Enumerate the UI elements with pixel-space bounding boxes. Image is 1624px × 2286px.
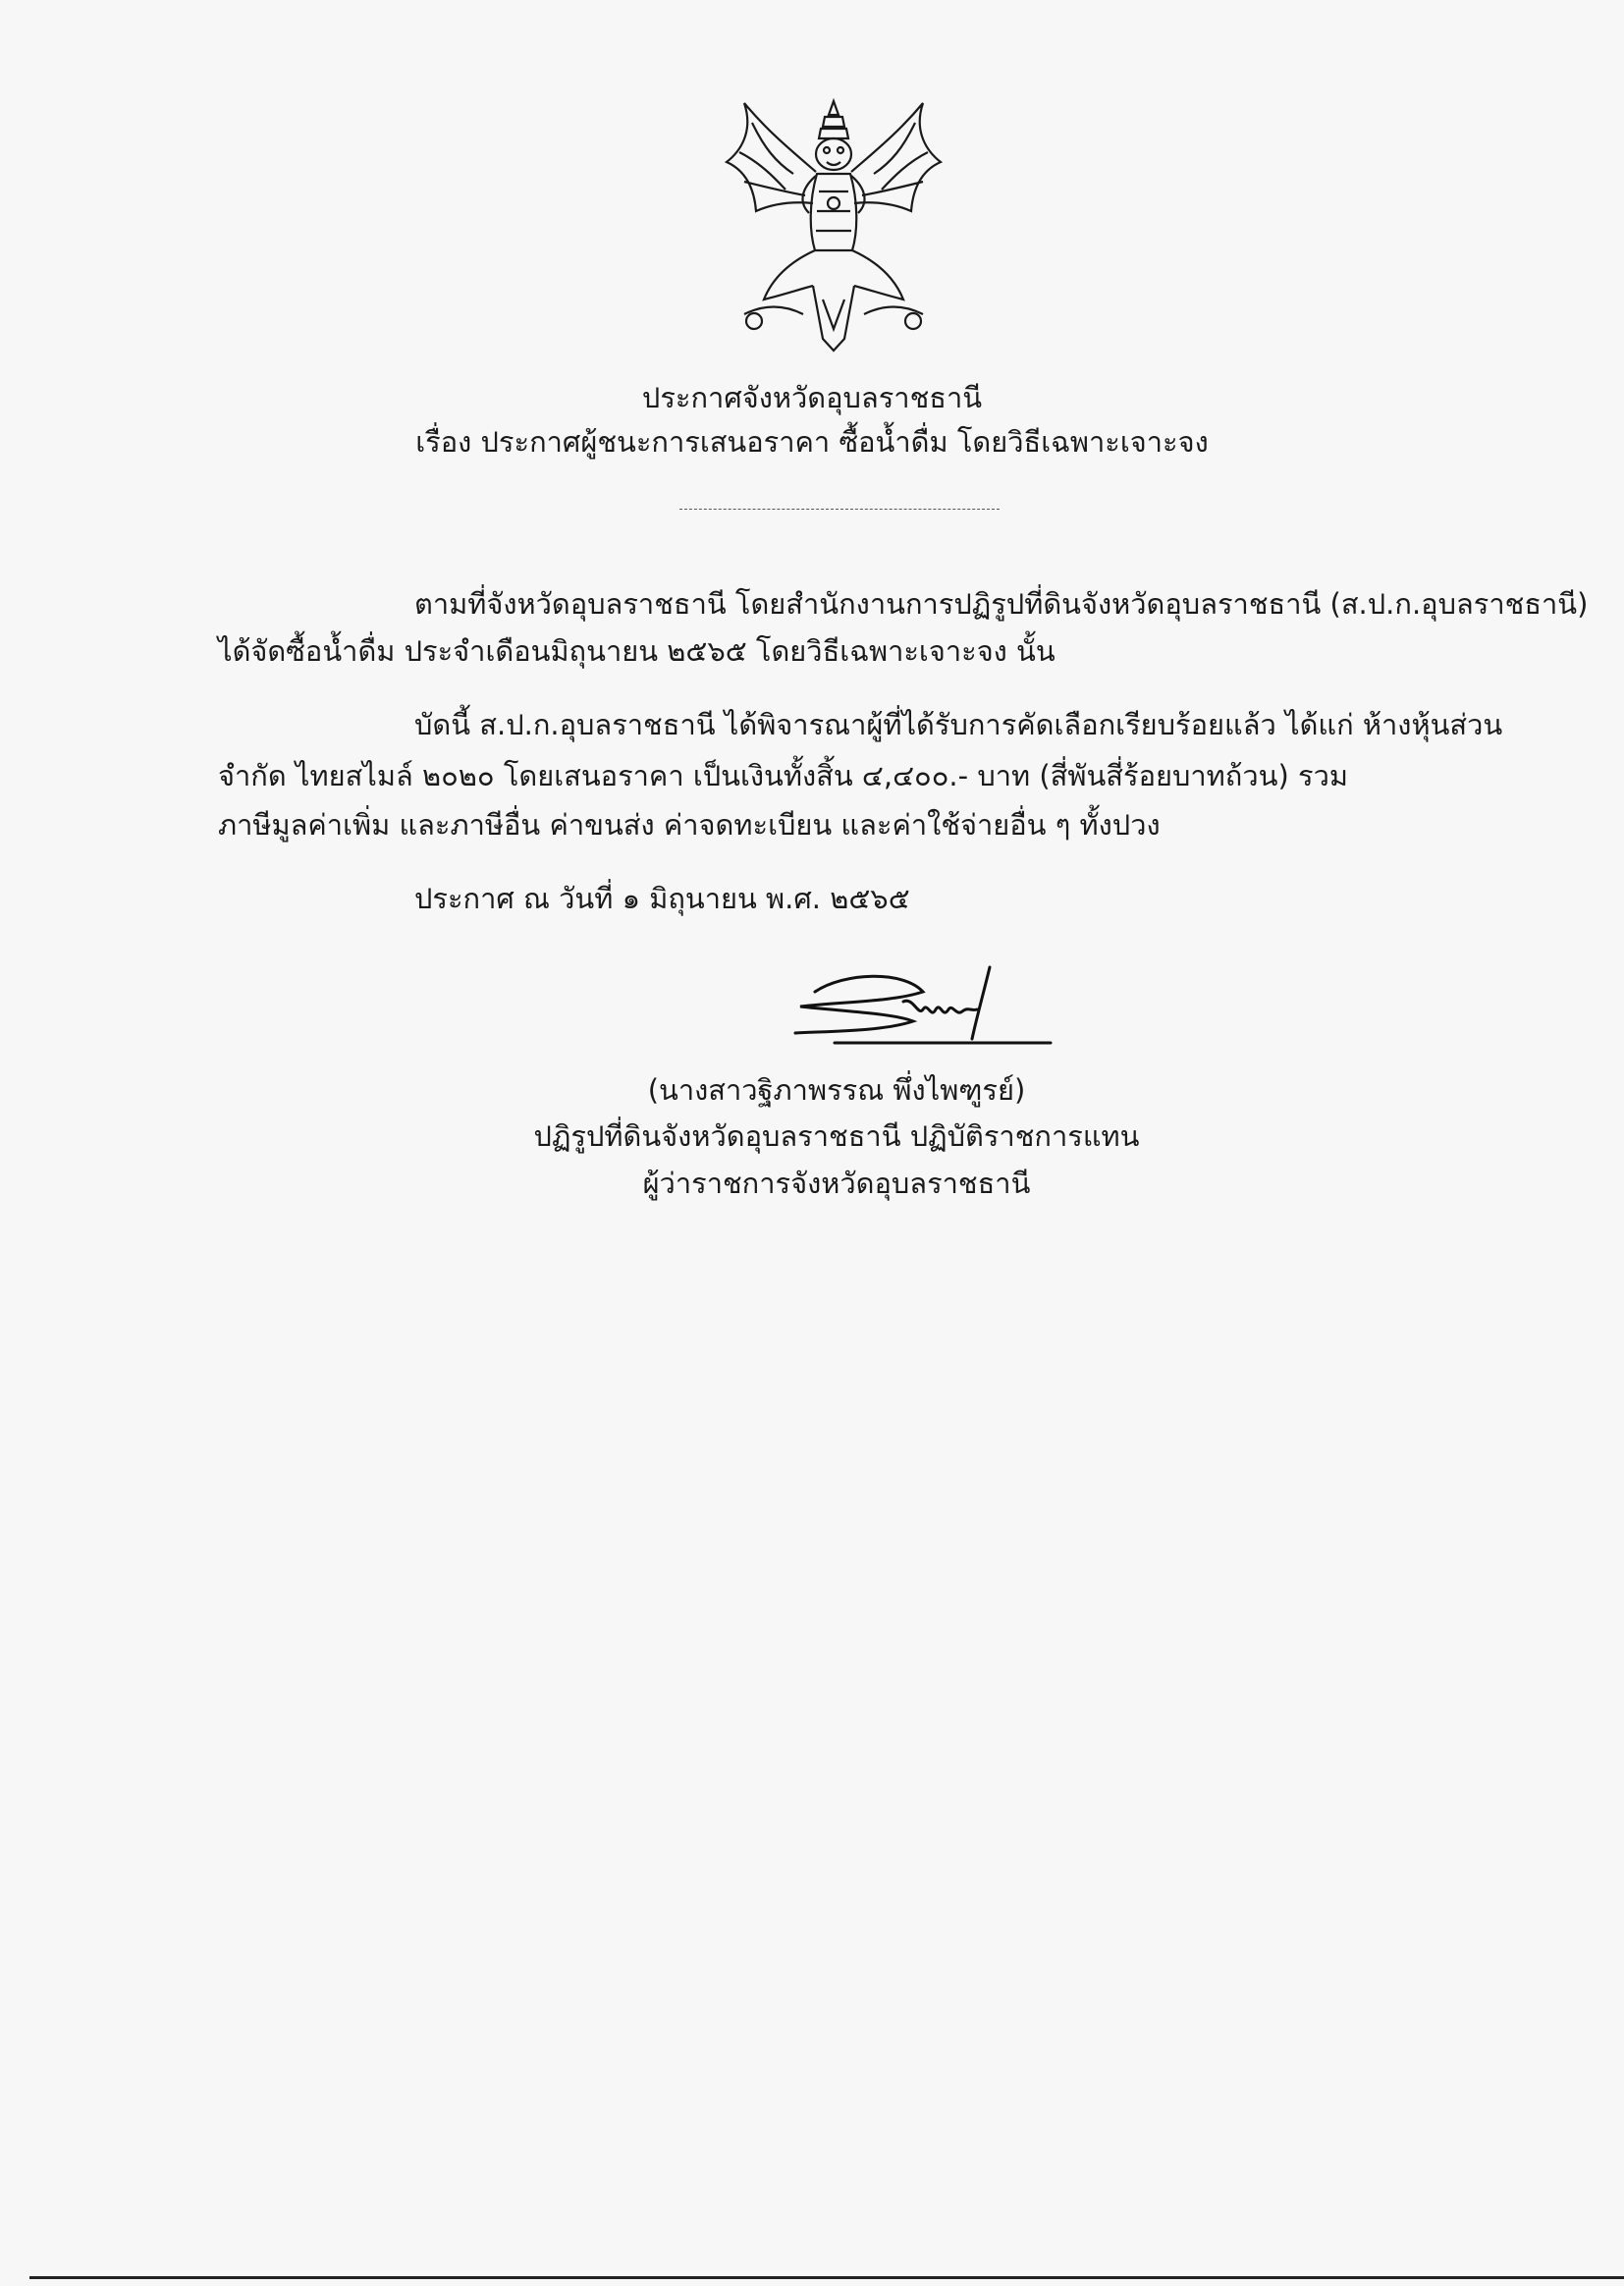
signatory-role: ผู้ว่าราชการจังหวัดอุบลราชธานี [642, 1167, 1031, 1200]
paragraph-1-line-2: ได้จัดซื้อน้ำดื่ม ประจำเดือนมิถุนายน ๒๕๖๕ โดยวิธีเฉพาะเจาะจง นั้น [218, 634, 1056, 668]
separator-line [679, 509, 1000, 510]
signatory-position: ปฏิรูปที่ดินจังหวัดอุบลราชธานี ปฏิบัติราชการแทน [533, 1119, 1140, 1153]
handwritten-signature-icon [776, 962, 1060, 1051]
paragraph-1-line-1: ตามที่จังหวัดอุบลราชธานี โดยสำนักงานการปฏิรูปที่ดินจังหวัดอุบลราชธานี (ส.ป.ก.อุบลราชธานี) [414, 587, 1589, 621]
garuda-emblem-icon [715, 93, 952, 358]
announcement-date: ประกาศ ณ วันที่ ๑ มิถุนายน พ.ศ. ๒๕๖๕ [414, 882, 910, 915]
announcement-subject: เรื่อง ประกาศผู้ชนะการเสนอราคา ซื้อน้ำดื่ม โดยวิธีเฉพาะเจาะจง [415, 425, 1209, 459]
paragraph-2-line-3: ภาษีมูลค่าเพิ่ม และภาษีอื่น ค่าขนส่ง ค่าจดทะเบียน และค่าใช้จ่ายอื่น ๆ ทั้งปวง [218, 808, 1161, 842]
signatory-name: (นางสาวฐิภาพรรณ พึ่งไพฑูรย์) [647, 1073, 1026, 1107]
scan-edge-line [29, 2276, 1624, 2279]
announcement-title: ประกาศจังหวัดอุบลราชธานี [641, 381, 983, 414]
paragraph-2-line-1: บัดนี้ ส.ป.ก.อุบลราชธานี ได้พิจารณาผู้ที่ได้รับการคัดเลือกเรียบร้อยแล้ว ได้แก่ ห้างหุ้นส่วน [414, 708, 1503, 741]
paragraph-2-line-2: จำกัด ไทยสไมล์ ๒๐๒๐ โดยเสนอราคา เป็นเงินทั้งสิ้น ๔,๔๐๐.- บาท (สี่พันสี่ร้อยบาทถ้วน) รวม [218, 759, 1348, 792]
